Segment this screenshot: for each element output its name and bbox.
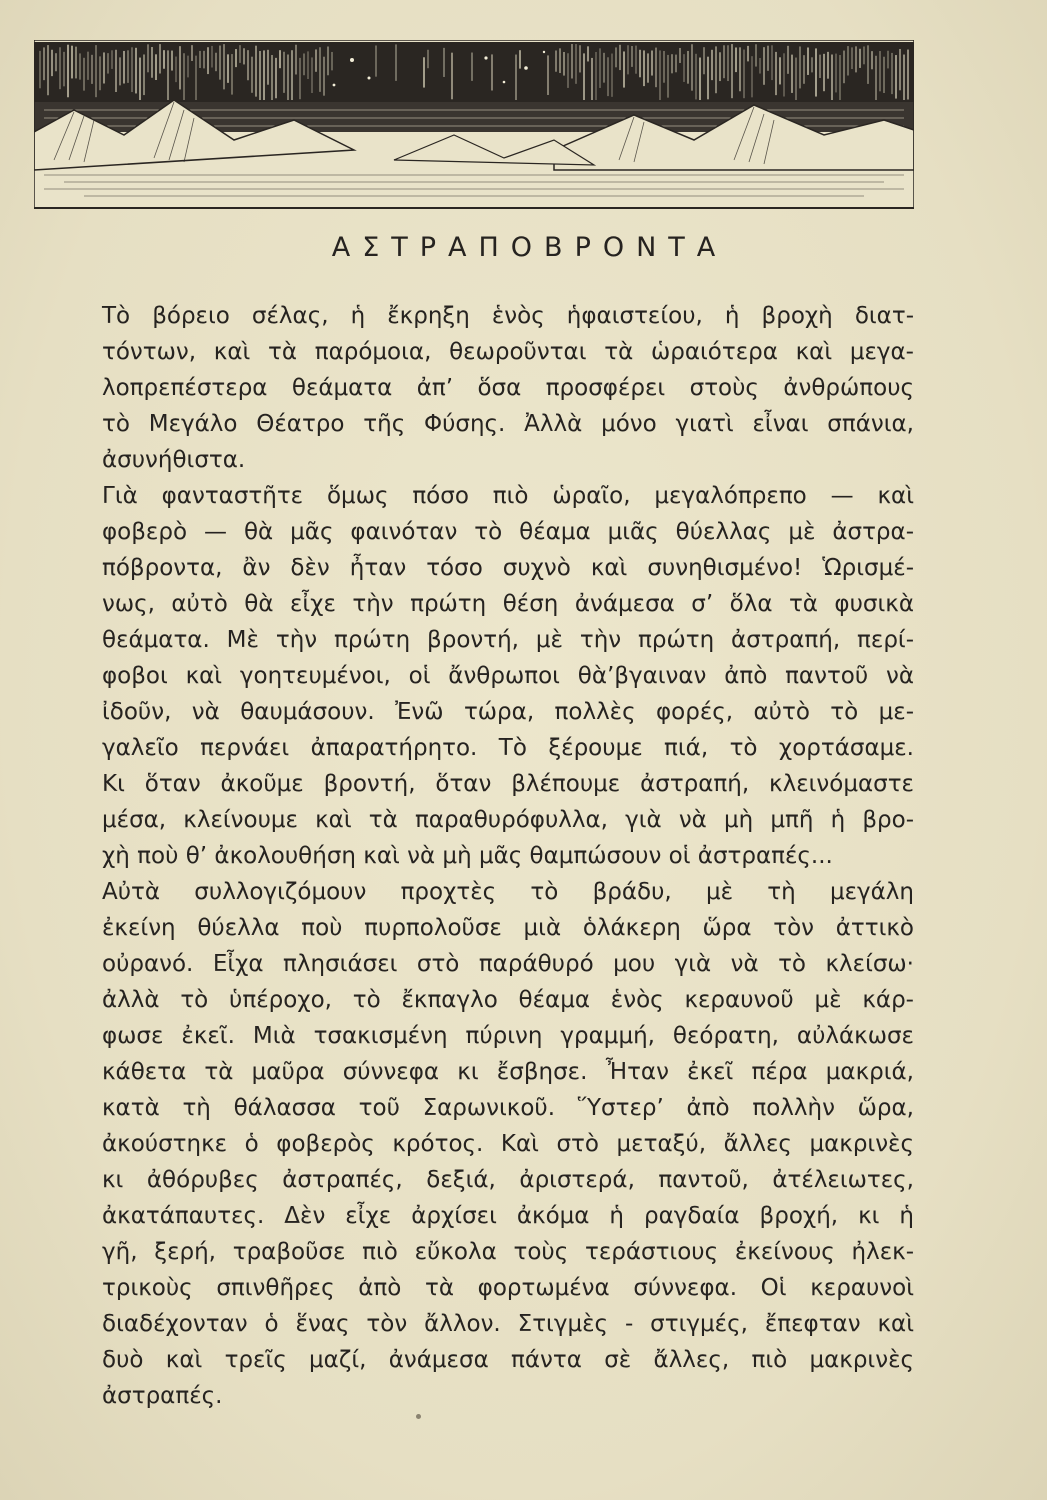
text-line: λοπρεπέστερα θεάματα ἀπ’ ὅσα προσφέρει στοὺς ἀνθρώπους	[102, 375, 914, 401]
text-line: μέσα, κλείνουμε καὶ τὰ παραθυρόφυλλα, γιὰ νὰ μὴ μπῆ ἡ βρο-	[102, 807, 914, 833]
text-line: ἰδοῦν, νὰ θαυμάσουν. Ἐνῶ τώρα, πολλὲς φορές, αὐτὸ τὸ με-	[102, 699, 914, 725]
text-line: τρικοὺς σπινθῆρες ἀπὸ τὰ φορτωμένα σύννεφα. Οἱ κεραυνοὶ	[102, 1275, 914, 1301]
text-line: ἀλλὰ τὸ ὑπέροχο, τὸ ἔκπαγλο θέαμα ἑνὸς κεραυνοῦ μὲ κάρ-	[102, 987, 914, 1013]
chapter-title: ΑΣΤΡΑΠΟΒΡΟΝΤΑ	[331, 232, 728, 263]
text-line: Γιὰ φανταστῆτε ὅμως πόσο πιὸ ὡραῖο, μεγαλόπρεπο — καὶ	[102, 483, 914, 509]
text-line: θεάματα. Μὲ τὴν πρώτη βροντή, μὲ τὴν πρώτη ἀστραπή, περί-	[102, 627, 914, 653]
text-line: Κι ὅταν ἀκοῦμε βροντή, ὅταν βλέπουμε ἀστραπή, κλεινόμαστε	[102, 771, 914, 797]
text-line: ἀκατάπαυτες. Δὲν εἶχε ἀρχίσει ἀκόμα ἡ ραγδαία βροχή, κι ἡ	[102, 1203, 914, 1229]
text-line: Αὐτὰ συλλογιζόμουν προχτὲς τὸ βράδυ, μὲ τὴ μεγάλη	[102, 879, 914, 905]
text-line: τόντων, καὶ τὰ παρόμοια, θεωροῦνται τὰ ὡραιότερα καὶ μεγα-	[102, 339, 914, 365]
text-line: Τὸ βόρειο σέλας, ἡ ἔκρηξη ἑνὸς ἡφαιστείου, ἡ βροχὴ διατ-	[102, 303, 914, 329]
text-line: γαλεῖο περνάει ἀπαρατήρητο. Τὸ ξέρουμε πιά, τὸ χορτάσαμε.	[102, 735, 914, 761]
text-line: γῆ, ξερή, τραβοῦσε πιὸ εὔκολα τοὺς τεράστιους ἐκείνους ἠλεκ-	[102, 1239, 914, 1265]
text-line: διαδέχονταν ὁ ἕνας τὸν ἄλλον. Στιγμὲς - στιγμές, ἔπεφταν καὶ	[102, 1311, 914, 1337]
text-line: φοβερὸ — θὰ μᾶς φαινόταν τὸ θέαμα μιᾶς θύελλας μὲ ἀστρα-	[102, 519, 914, 545]
text-line: δυὸ καὶ τρεῖς μαζί, ἀνάμεσα πάντα σὲ ἄλλες, πιὸ μακρινὲς	[102, 1347, 914, 1373]
text-line: ἀκούστηκε ὁ φοβερὸς κρότος. Καὶ στὸ μεταξύ, ἄλλες μακρινὲς	[102, 1131, 914, 1157]
text-line: πόβροντα, ἂν δὲν ἦταν τόσο συχνὸ καὶ συνηθισμένο! Ὡρισμέ-	[102, 555, 914, 581]
text-line: ἀσυνήθιστα.	[102, 447, 246, 473]
text-line: φωσε ἐκεῖ. Μιὰ τσακισμένη πύρινη γραμμή, θεόρατη, αὐλάκωσε	[102, 1023, 914, 1049]
text-line: οὐρανό. Εἶχα πλησιάσει στὸ παράθυρό μου γιὰ νὰ τὸ κλείσω·	[102, 951, 914, 977]
text-line: ἐκείνη θύελλα ποὺ πυρπολοῦσε μιὰ ὁλάκερη ὥρα τὸν ἀττικὸ	[102, 915, 914, 941]
text-line: κατὰ τὴ θάλασσα τοῦ Σαρωνικοῦ. Ὕστερ’ ἀπὸ πολλὴν ὥρα,	[102, 1095, 914, 1121]
text-line: χὴ ποὺ θ’ ἀκολουθήση καὶ νὰ μὴ μᾶς θαμπώσουν οἱ ἀστραπές...	[102, 843, 833, 869]
text-line: κάθετα τὰ μαῦρα σύννεφα κι ἔσβησε. Ἦταν ἐκεῖ πέρα μακριά,	[102, 1059, 914, 1085]
text-line: νως, αὐτὸ θὰ εἶχε τὴν πρώτη θέση ἀνάμεσα σ’ ὅλα τὰ φυσικὰ	[102, 591, 914, 617]
body-text	[102, 298, 914, 1414]
text-line: κι ἀθόρυβες ἀστραπές, δεξιά, ἀριστερά, παντοῦ, ἀτέλειωτες,	[102, 1167, 914, 1193]
text-line: τὸ Μεγάλο Θέατρο τῆς Φύσης. Ἀλλὰ μόνο γιατὶ εἶναι σπάνια,	[102, 411, 914, 437]
text-line: φοβοι καὶ γοητευμένοι, οἱ ἄνθρωποι θὰ’βγαιναν ἀπὸ παντοῦ νὰ	[102, 663, 914, 689]
aurora-mountains-icon	[34, 40, 914, 210]
text-line: ἀστραπές.	[102, 1383, 223, 1409]
page-mark	[416, 1414, 421, 1419]
